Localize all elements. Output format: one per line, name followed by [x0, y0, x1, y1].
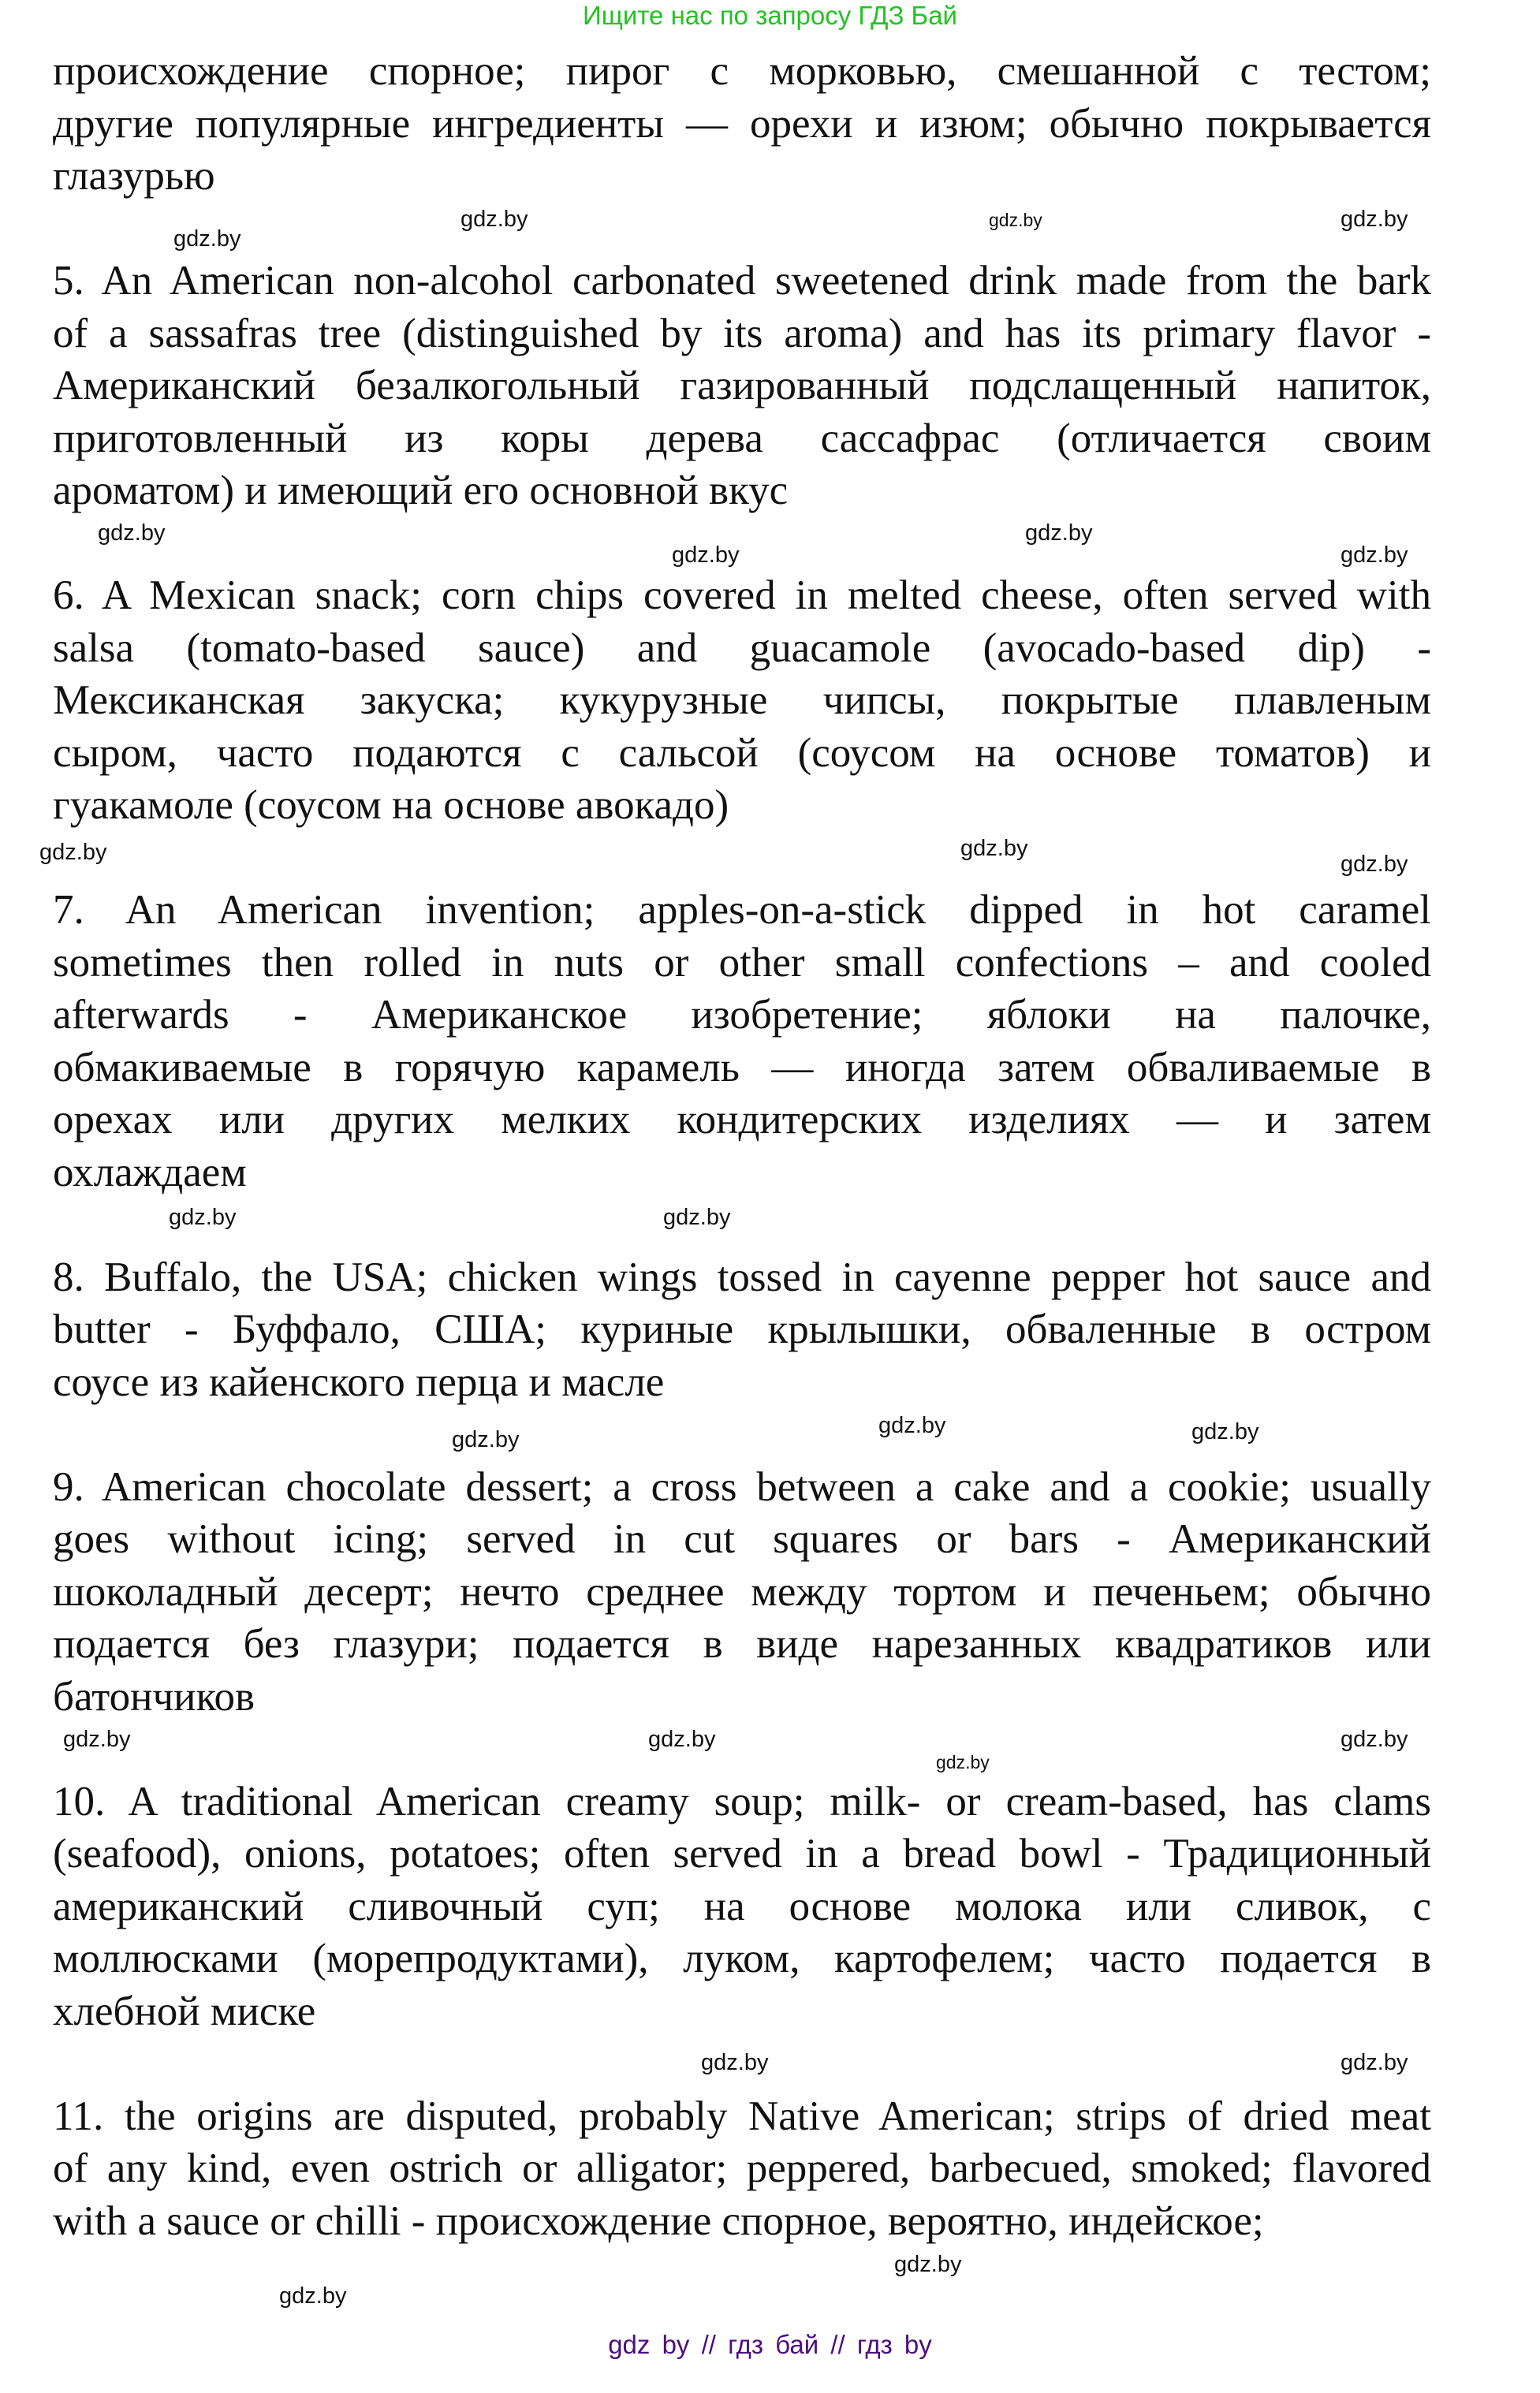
- text-line: (seafood), onions, potatoes; often served in a bread bowl - Традиционный: [53, 1831, 1431, 1877]
- text-line: 8. Buffalo, the USA; chicken wings tossed in cayenne pepper hot sauce and: [53, 1254, 1431, 1300]
- text-line: butter - Буффало, США; куриные крылышки, обваленные в остром: [53, 1306, 1431, 1352]
- watermark-text: gdz.by: [1191, 1419, 1259, 1444]
- answer-paragraph: [53, 1776, 1431, 2038]
- text-line: salsa (tomato-based sauce) and guacamole (avocado-based dip) -: [53, 624, 1431, 671]
- watermark-text: gdz.by: [936, 1752, 990, 1772]
- answer-paragraph: [53, 2090, 1431, 2248]
- text-line: происхождение спорное; пирог с морковью, смешанной с тестом;: [53, 48, 1431, 94]
- text-line: 10. A traditional American creamy soup; milk- or cream-based, has clams: [53, 1778, 1431, 1825]
- document-body: [53, 45, 1431, 2300]
- text-line: 11. the origins are disputed, probably Native American; strips of dried meat: [53, 2093, 1431, 2139]
- watermark-text: gdz.by: [960, 836, 1028, 861]
- watermark-text: gdz.by: [1341, 1727, 1408, 1752]
- watermark-text: gdz.by: [1025, 520, 1093, 546]
- text-line: with a sauce or chilli - происхождение спорное, вероятно, индейское;: [53, 2197, 1264, 2244]
- text-line: afterwards - Американское изобретение; яблоки на палочке,: [53, 992, 1431, 1038]
- text-line: goes without icing; served in cut squares or bars - Американский: [53, 1516, 1431, 1562]
- answer-paragraph: [53, 569, 1431, 832]
- text-line: орехах или других мелких кондитерских изделиях — и затем: [53, 1097, 1431, 1142]
- watermark-text: gdz.by: [452, 1427, 520, 1452]
- watermark-text: gdz.by: [1341, 852, 1408, 877]
- text-line: глазурью: [53, 153, 215, 199]
- watermark-text: gdz.by: [39, 840, 107, 865]
- watermark-text: gdz.by: [989, 210, 1042, 230]
- watermark-text: gdz.by: [672, 542, 740, 568]
- text-line: хлебной миске: [53, 1988, 316, 2034]
- watermark-text: gdz.by: [894, 2252, 962, 2277]
- text-line: сыром, часто подаются с сальсой (соусом на основе томатов) и: [53, 729, 1431, 776]
- answer-paragraph: [53, 1461, 1431, 1724]
- text-line: 7. An American invention; apples-on-a-stick dipped in hot caramel: [53, 887, 1431, 933]
- text-line: 6. A Mexican snack; corn chips covered in melted cheese, often served with: [53, 572, 1431, 618]
- watermark-text: gdz.by: [1341, 2050, 1408, 2075]
- watermark-text: gdz.by: [173, 226, 241, 252]
- watermark-text: gdz.by: [169, 1205, 237, 1230]
- answer-paragraph: [53, 255, 1431, 517]
- watermark-text: gdz.by: [701, 2050, 769, 2075]
- text-line: sometimes then rolled in nuts or other small confections – and cooled: [53, 939, 1431, 986]
- text-line: американский сливочный суп; на основе молока или сливок, с: [53, 1883, 1431, 1929]
- watermark-text: gdz.by: [98, 520, 166, 546]
- watermark-text: gdz.by: [1341, 207, 1408, 232]
- text-line: Мексиканская закуска; кукурузные чипсы, покрытые плавленым: [53, 677, 1431, 723]
- answer-paragraph: [53, 884, 1431, 1198]
- footer-watermark: gdz by // гдз бай // гдз by: [608, 2330, 932, 2359]
- text-line: приготовленный из коры дерева сассафрас (отличается своим: [53, 415, 1431, 461]
- watermark-text: gdz.by: [63, 1727, 131, 1752]
- text-line: of any kind, even ostrich or alligator; peppered, barbecued, smoked; flavored: [53, 2145, 1431, 2191]
- text-line: Американский безалкогольный газированный подслащенный напиток,: [53, 363, 1431, 408]
- text-line: шоколадный десерт; нечто среднее между тортом и печеньем; обычно: [53, 1568, 1431, 1615]
- text-line: моллюсками (морепродуктами), луком, картофелем; часто подается в: [53, 1936, 1431, 1981]
- watermark-text: gdz.by: [878, 1413, 946, 1438]
- text-line: 5. An American non-alcohol carbonated sweetened drink made from the bark: [53, 258, 1431, 304]
- text-line: другие популярные ингредиенты — орехи и изюм; обычно покрывается: [53, 100, 1431, 147]
- text-line: гуакамоле (соусом на основе авокадо): [53, 782, 729, 828]
- watermark-text: gdz.by: [279, 2283, 347, 2309]
- text-line: of a sassafras tree (distinguished by its aroma) and has its primary flavor -: [53, 310, 1431, 356]
- text-line: ароматом) и имеющий его основной вкус: [53, 468, 789, 513]
- text-line: обмакиваемые в горячую карамель — иногда затем обваливаемые в: [53, 1044, 1431, 1090]
- watermark-text: gdz.by: [663, 1205, 731, 1230]
- search-banner: Ищите нас по запросу ГДЗ Бай: [583, 1, 957, 30]
- watermark-text: gdz.by: [461, 207, 528, 232]
- text-line: батончиков: [53, 1673, 255, 1720]
- watermark-text: gdz.by: [648, 1727, 716, 1752]
- text-line: охлаждаем: [53, 1149, 247, 1195]
- answer-paragraph: [53, 1251, 1431, 1409]
- answer-paragraph: [53, 45, 1431, 203]
- text-line: подается без глазури; подается в виде нарезанных квадратиков или: [53, 1621, 1431, 1667]
- watermark-text: gdz.by: [1341, 542, 1408, 568]
- text-line: соусе из кайенского перца и масле: [53, 1359, 665, 1405]
- text-line: 9. American chocolate dessert; a cross between a cake and a cookie; usually: [53, 1463, 1431, 1510]
